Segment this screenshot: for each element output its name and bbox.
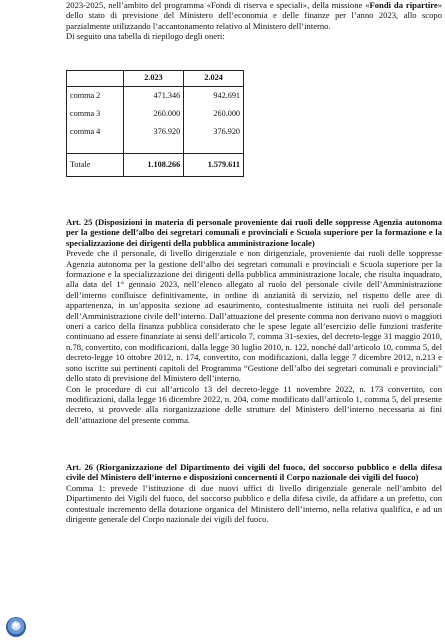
table-row (67, 105, 244, 123)
article-25-heading: (Disposizioni in materia di personale proveniente dai ruoli delle soppresse Agenzia autonoma per la gestione dell’albo dei segretari comunali e provinciali e Scuola superiore per la formazione e la specializzazione dei dirigenti della pubblica amministrazione locale) (66, 217, 442, 248)
document-page (66, 0, 442, 525)
article-26-heading: (Riorganizzazione del Dipartimento dei vigili del fuoco, del soccorso pubblico e della difesa civile del Ministero dell’interno e disposizioni concernenti il Corpo nazionale dei vigili del fuoco) (66, 462, 442, 483)
intro-text-b: » dello stato di previsione del Ministero dell’economia e delle finanze per l’anno 2023, allo scopo parzialmente utilizzando l’accantonamento relativo al Ministero dell’interno. (66, 0, 442, 31)
cell-2024: 942.691 (184, 87, 244, 106)
table-header-row (67, 71, 244, 87)
row-label: comma 4 (67, 123, 124, 141)
article-26-section (66, 462, 442, 524)
emblem-seal-icon: ★ (6, 617, 26, 637)
article-26-paragraph-1: Comma 1: prevede l’istituzione di due nuovi uffici di livello dirigenziale generale nell’ambito del Dipartimento dei Vigili del fuoco, del soccorso pubblico e della difesa civile, da affidare a un prefetto, con contestuale incremento della dotazione organica del Ministero dell’interno, nella relativa qualifica, e ad un dirigente generale del Corpo nazionale dei vigili del fuoco. (66, 482, 442, 525)
table-row (67, 123, 244, 141)
cell-2023: 260.000 (123, 105, 183, 123)
cell-2024: 376.920 (184, 123, 244, 141)
article-25-title (66, 217, 442, 248)
table-total-row (67, 154, 244, 177)
cell-2023: 376.920 (123, 123, 183, 141)
table-header-cell: 2.023 (123, 71, 183, 87)
total-2024: 1.579.611 (184, 154, 244, 177)
row-label: comma 2 (67, 87, 124, 106)
article-26-title (66, 462, 442, 483)
article-25-body (66, 248, 442, 425)
article-26-body (66, 483, 442, 525)
article-25-section (66, 217, 442, 425)
article-25-number: Art. 25 (66, 217, 93, 227)
table-header-cell (67, 71, 124, 87)
article-25-paragraph-2: Con le procedure di cui all’articolo 13 del decreto-legge 11 novembre 2022, n. 173 convertito, con modificazioni, dalla legge 16 dicembre 2022, n. 204, come modificato dall’articolo 1, comma 5, del presente decreto, si provvede alla riorganizzazione delle strutture del Ministero dell’interno necessaria ai fini dell’attuazione del presente comma. (66, 383, 442, 425)
intro-paragraph (66, 0, 442, 31)
intro-section (66, 0, 442, 42)
cell-2023: 471.346 (123, 87, 183, 106)
intro-table-caption: Di seguito una tabella di riepilogo degli oneri: (66, 31, 225, 42)
total-2023: 1.108.266 (123, 154, 183, 177)
table-row (67, 87, 244, 106)
cell-2024: 260.000 (184, 105, 244, 123)
total-label: Totale (67, 154, 124, 177)
summary-table (66, 70, 244, 177)
table-spacer-row (67, 141, 244, 154)
article-26-number: Art. 26 (66, 462, 93, 472)
intro-text-a: 2023-2025, nell’ambito del programma «Fondi di riserva e speciali», della missione « (66, 0, 370, 10)
intro-text-bold: Fondi da ripartire (369, 0, 438, 10)
row-label: comma 3 (67, 105, 124, 123)
article-25-paragraph-1: Prevede che il personale, di livello dirigenziale e non dirigenziale, proveniente dai ruoli delle soppresse Agenzia autonoma per la gestione dell’albo dei segretari comunali e provinciali e Scuola superiore per la formazione e la specializzazione dei dirigenti della pubblica amministrazione locale, che risulta inquadrato, alla data del 1° gennaio 2023, nell’elenco allegato al ruolo del personale civile dell’Amministrazione dell’interno confluisce definitivamente, in ordine di anzianità di servizio, nel rispetto delle aree di appartenenza, in un’apposita sezione ad esaurimento, contestualmente istituita nei ruoli del personale dell’Amministrazione civile dell’interno. Dall’attuazione del presente comma non derivano nuovi o maggiori oneri a carico della finanza pubblica considerato che le spese legate all’esercizio delle funzioni trasferite continuano ad essere finanziate ai sensi dell’articolo 7, comma 31-sexies, del decreto-legge 31 maggio 2010, n.78, convertito, con modificazioni, dalla legge 30 luglio 2010, n. 122, nonché dall’articolo 10, comma 5, del decreto-legge 10 ottobre 2012, n. 174, convertito, con modificazioni, dalla legge 7 dicembre 2012, n.213 e sono iscritte sui pertinenti capitoli del Programma “Gestione dell’albo dei segretari comunali e provinciali” dello stato di previsione del Ministero dell’interno. (66, 248, 442, 384)
table-header-cell: 2.024 (184, 71, 244, 87)
